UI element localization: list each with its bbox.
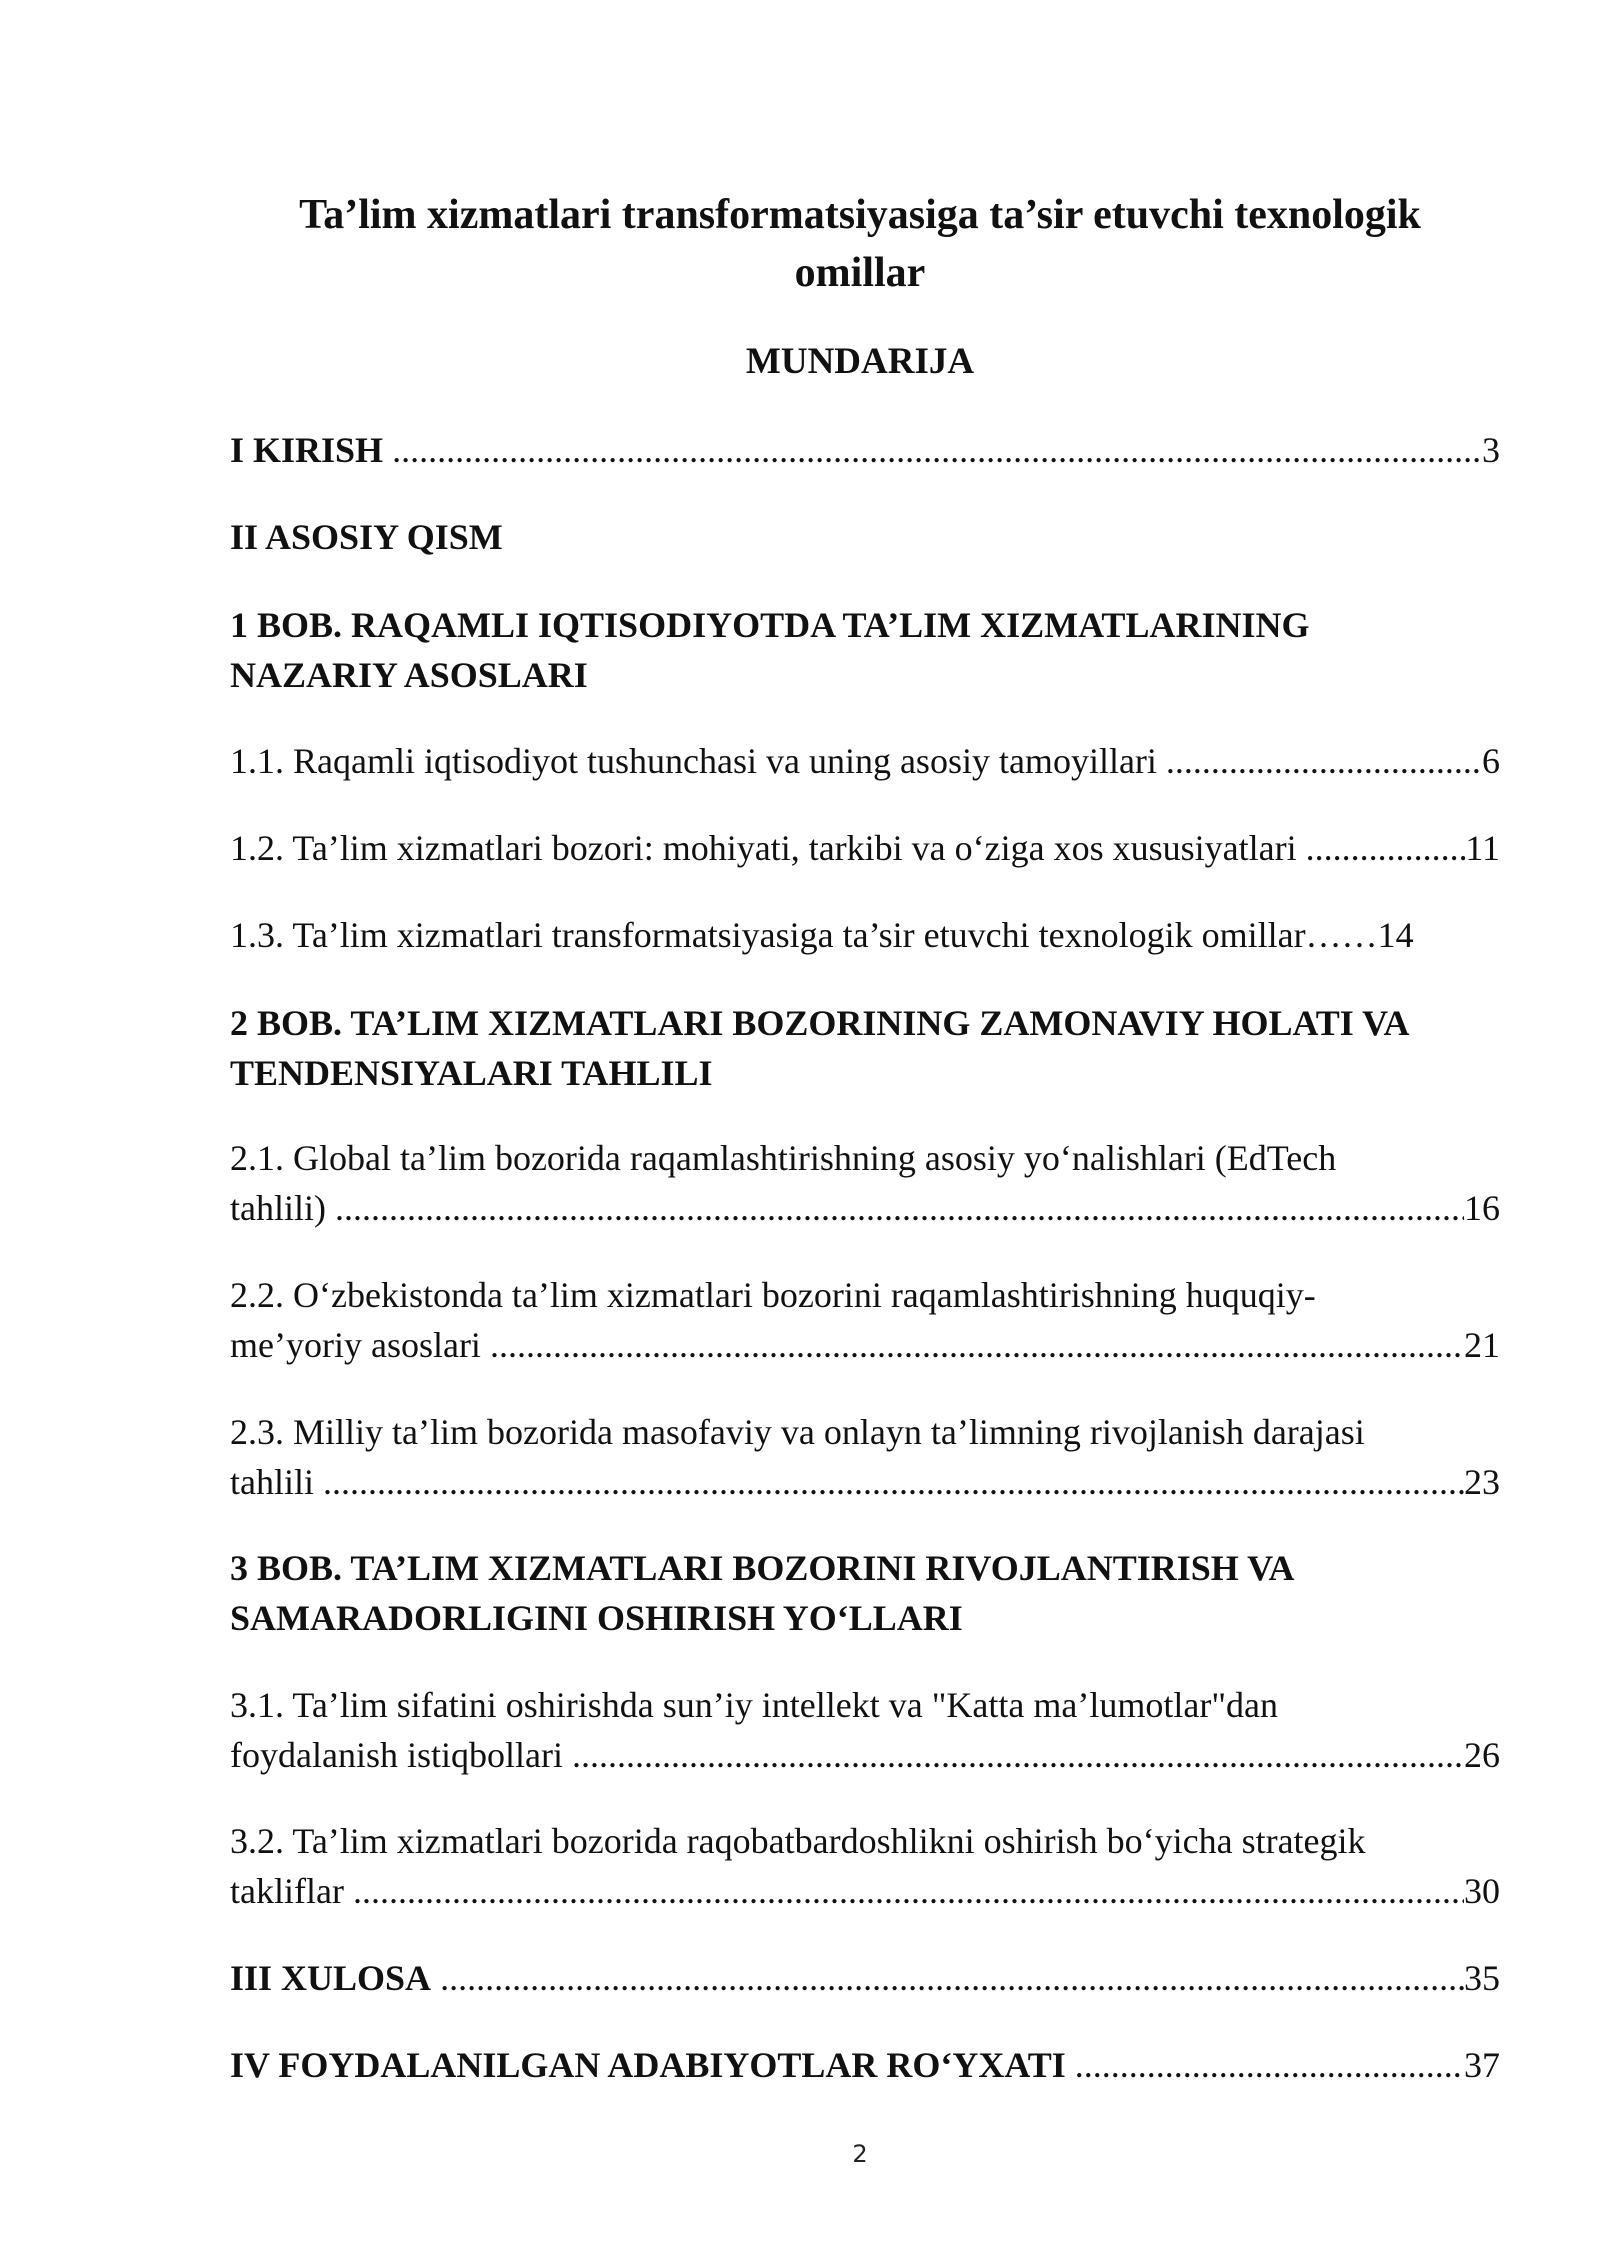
title-line-1: Ta’lim xizmatlari transformatsiyasiga ta’sir etuvchi texnologik [299, 192, 1421, 238]
dot-leader [481, 1320, 1464, 1370]
page-number: 2 [852, 2140, 868, 2168]
toc-entry-label: me’yoriy asoslari [230, 1325, 481, 1365]
chapter-line-2: NAZARIY ASOSLARI [230, 655, 588, 695]
chapter-line-1: 3 BOB. TA’LIM XIZMATLARI BOZORINI RIVOJLANTIRISH VA [230, 1548, 1295, 1588]
toc-entry-line-1: 2.2. O‘zbekistonda ta’lim xizmatlari bozorini raqamlashtirishning huquqiy- [230, 1275, 1316, 1315]
toc-entry-line-1: 2.1. Global ta’lim bozorida raqamlashtirishning asosiy yo‘nalishlari (EdTech [230, 1138, 1337, 1178]
toc-entry-label: tahlili [230, 1462, 314, 1502]
toc-entry-2-3 [230, 1407, 1500, 1507]
toc-page-number: 23 [1464, 1462, 1500, 1502]
dot-leader [1297, 823, 1466, 873]
toc-entry-label: 1.2. Ta’lim xizmatlari bozori: mohiyati, tarkibi va o‘ziga xos xususiyatlari [230, 828, 1297, 868]
toc-page-number: 37 [1464, 2045, 1500, 2085]
dot-leader [326, 1183, 1464, 1233]
toc-page-number: 14 [1377, 915, 1414, 955]
toc-entry-2-1 [230, 1133, 1500, 1233]
toc-entry-xulosa [230, 1953, 1500, 2003]
toc-entry-label: I KIRISH [230, 430, 384, 470]
chapter-line-2: TENDENSIYALARI TAHLILI [230, 1053, 713, 1093]
chapter-line-1: 2 BOB. TA’LIM XIZMATLARI BOZORINING ZAMONAVIY HOLATI VA [230, 1003, 1410, 1043]
dot-leader [563, 1730, 1464, 1780]
toc-page-number: 35 [1464, 1958, 1500, 1998]
toc-entry-label: foydalanish istiqbollari [230, 1735, 563, 1775]
toc-page-number: 6 [1482, 741, 1500, 781]
document-title [260, 186, 1460, 302]
toc-entry-1-3 [230, 910, 1500, 960]
toc-page-number: 26 [1464, 1735, 1500, 1775]
toc-page-number: 16 [1464, 1188, 1500, 1228]
toc-page-number: 3 [1482, 430, 1500, 470]
toc-page-number: 11 [1465, 828, 1500, 868]
toc-entry-1-2 [230, 823, 1500, 873]
toc-entry-line-1: 3.1. Ta’lim sifatini oshirishda sun’iy intellekt va "Katta ma’lumotlar"dan [230, 1685, 1278, 1725]
toc-entry-label: 1.1. Raqamli iqtisodiyot tushunchasi va uning asosiy tamoyillari [230, 741, 1157, 781]
dot-leader [344, 1866, 1464, 1916]
toc-page-number: 21 [1464, 1325, 1500, 1365]
toc-entry-2-2 [230, 1270, 1500, 1370]
chapter-line-2: SAMARADORLIGINI OSHIRISH YO‘LLARI [230, 1598, 963, 1638]
dot-leader [1066, 2040, 1464, 2090]
toc-chapter-3 [230, 1543, 1500, 1643]
toc-entry-asosiy [230, 512, 1500, 562]
title-line-2: omillar [794, 250, 926, 296]
dot-leader [1157, 736, 1482, 786]
dot-leader [314, 1457, 1464, 1507]
toc-entry-label: III XULOSA [230, 1958, 432, 1998]
toc-entry-label: tahlili) [230, 1188, 326, 1228]
toc-page-number: 30 [1464, 1871, 1500, 1911]
toc-heading: MUNDARIJA [745, 341, 975, 382]
toc-entry-kirish [230, 425, 1500, 475]
toc-chapter-1 [230, 600, 1500, 700]
toc-entry-3-1 [230, 1680, 1500, 1780]
toc-entry-3-2 [230, 1816, 1500, 1916]
chapter-line-1: 1 BOB. RAQAMLI IQTISODIYOTDA TA’LIM XIZMATLARINING [230, 605, 1310, 645]
toc-chapter-2 [230, 998, 1530, 1098]
toc-entry-label: 1.3. Ta’lim xizmatlari transformatsiyasiga ta’sir etuvchi texnologik omillar…… [230, 915, 1378, 955]
toc-entry-label: takliflar [230, 1871, 344, 1911]
dot-leader [431, 1953, 1464, 2003]
toc-entry-1-1 [230, 736, 1500, 786]
toc-entry-adabiyotlar [230, 2040, 1500, 2090]
toc-entry-line-1: 2.3. Milliy ta’lim bozorida masofaviy va onlayn ta’limning rivojlanish darajasi [230, 1412, 1365, 1452]
dot-leader [383, 425, 1482, 475]
toc-entry-label: II ASOSIY QISM [230, 517, 503, 557]
toc-entry-label: IV FOYDALANILGAN ADABIYOTLAR RO‘YXATI [230, 2045, 1066, 2085]
toc-entry-line-1: 3.2. Ta’lim xizmatlari bozorida raqobatbardoshlikni oshirish bo‘yicha strategik [230, 1821, 1366, 1861]
